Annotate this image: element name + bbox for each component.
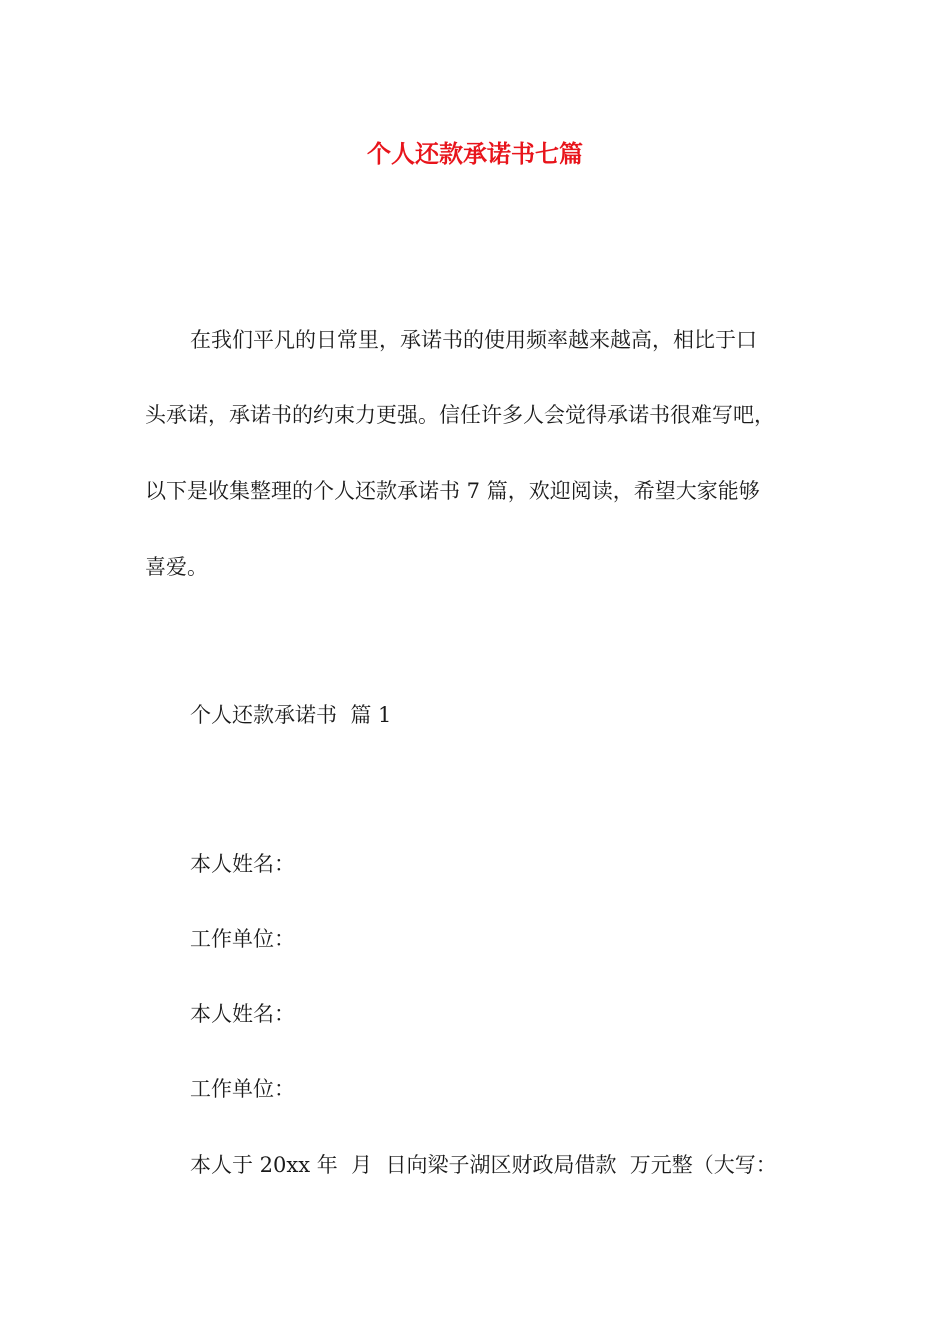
intro-paragraph-line: 在我们平凡的日常里，承诺书的使用频率越来越高，相比于口	[190, 328, 757, 352]
intro-paragraph-line: 头承诺，承诺书的约束力更强。信任许多人会觉得承诺书很难写吧，	[145, 403, 775, 427]
field-name-label: 本人姓名：	[190, 852, 295, 876]
document-title: 个人还款承诺书七篇	[367, 139, 583, 168]
field-employer-label: 工作单位：	[190, 1077, 295, 1101]
field-employer-label: 工作单位：	[190, 927, 295, 951]
section-heading: 个人还款承诺书 篇 1	[190, 703, 392, 727]
field-name-label: 本人姓名：	[190, 1002, 295, 1026]
intro-paragraph-line: 喜爱。	[145, 555, 208, 579]
intro-paragraph-line: 以下是收集整理的个人还款承诺书 7 篇，欢迎阅读，希望大家能够	[145, 479, 760, 503]
body-paragraph-line: 本人于 20xx 年 月 日向梁子湖区财政局借款 万元整（大写：	[190, 1153, 777, 1177]
